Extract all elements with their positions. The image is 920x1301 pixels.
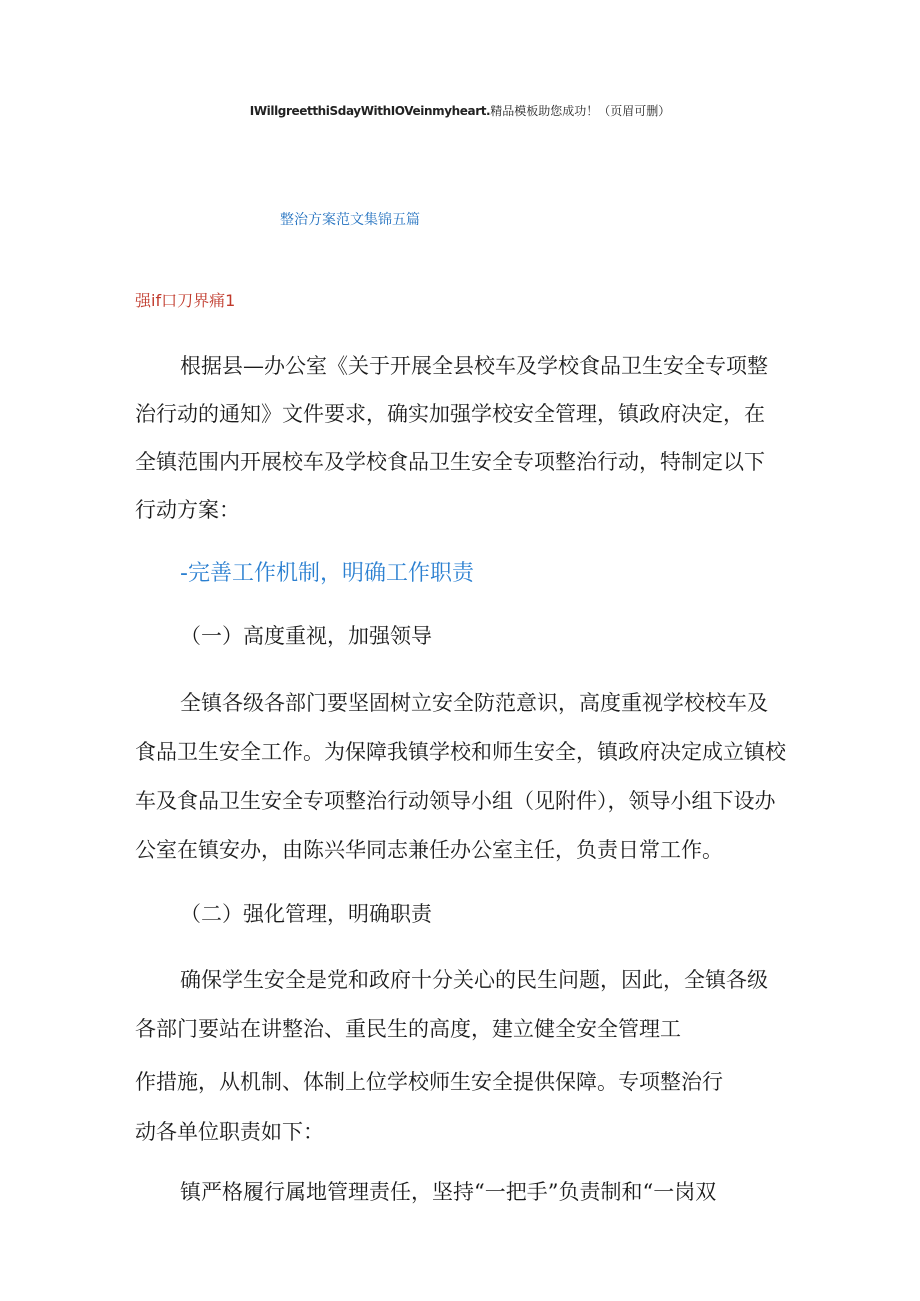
header-english-text: IWillgreetthiSdayWithIOVeinmyheart. xyxy=(249,104,491,118)
document-sub-heading: 强if口刀界痛1 xyxy=(135,291,236,310)
para1-line-4: 公室在镇安办，由陈兴华同志兼任办公室主任，负责日常工作。 xyxy=(135,838,723,862)
para2-line-4: 动各单位职责如下： xyxy=(135,1120,324,1144)
section-heading-1: -完善工作机制，明确工作职责 xyxy=(180,561,474,586)
para2-line-3: 作措施，从机制、体制上位学校师生安全提供保障。专项整治行 xyxy=(135,1070,723,1094)
para1-line-1: 全镇各级各部门要坚固树立安全防范意识，高度重视学校校车及 xyxy=(180,691,768,715)
para2-line-1: 确保学生安全是党和政府十分关心的民生问题，因此，全镇各级 xyxy=(180,968,768,992)
para3-line-1: 镇严格履行属地管理责任，坚持“一把手”负责制和“一岗双 xyxy=(180,1180,717,1204)
para1-line-3: 车及食品卫生安全专项整治行动领导小组（见附件），领导小组下设办 xyxy=(135,789,776,813)
intro-line-4: 行动方案： xyxy=(135,498,240,522)
intro-line-2: 治行动的通知》文件要求，确实加强学校安全管理，镇政府决定，在 xyxy=(135,402,765,426)
para2-line-2: 各部门要站在讲整治、重民生的高度，建立健全安全管理工 xyxy=(135,1017,681,1041)
page-header xyxy=(0,102,920,119)
intro-line-1: 根据县—办公室《关于开展全县校车及学校食品卫生安全专项整 xyxy=(180,354,768,378)
header-chinese-text: 精品模板助您成功！（页眉可删） xyxy=(490,104,671,118)
sub-heading-1: （一）高度重视，加强领导 xyxy=(180,624,432,648)
document-title: 整治方案范文集锦五篇 xyxy=(280,212,420,228)
intro-line-3: 全镇范围内开展校车及学校食品卫生安全专项整治行动，特制定以下 xyxy=(135,450,765,474)
sub-heading-2: （二）强化管理，明确职责 xyxy=(180,902,432,926)
para1-line-2: 食品卫生安全工作。为保障我镇学校和师生安全，镇政府决定成立镇校 xyxy=(135,740,786,764)
